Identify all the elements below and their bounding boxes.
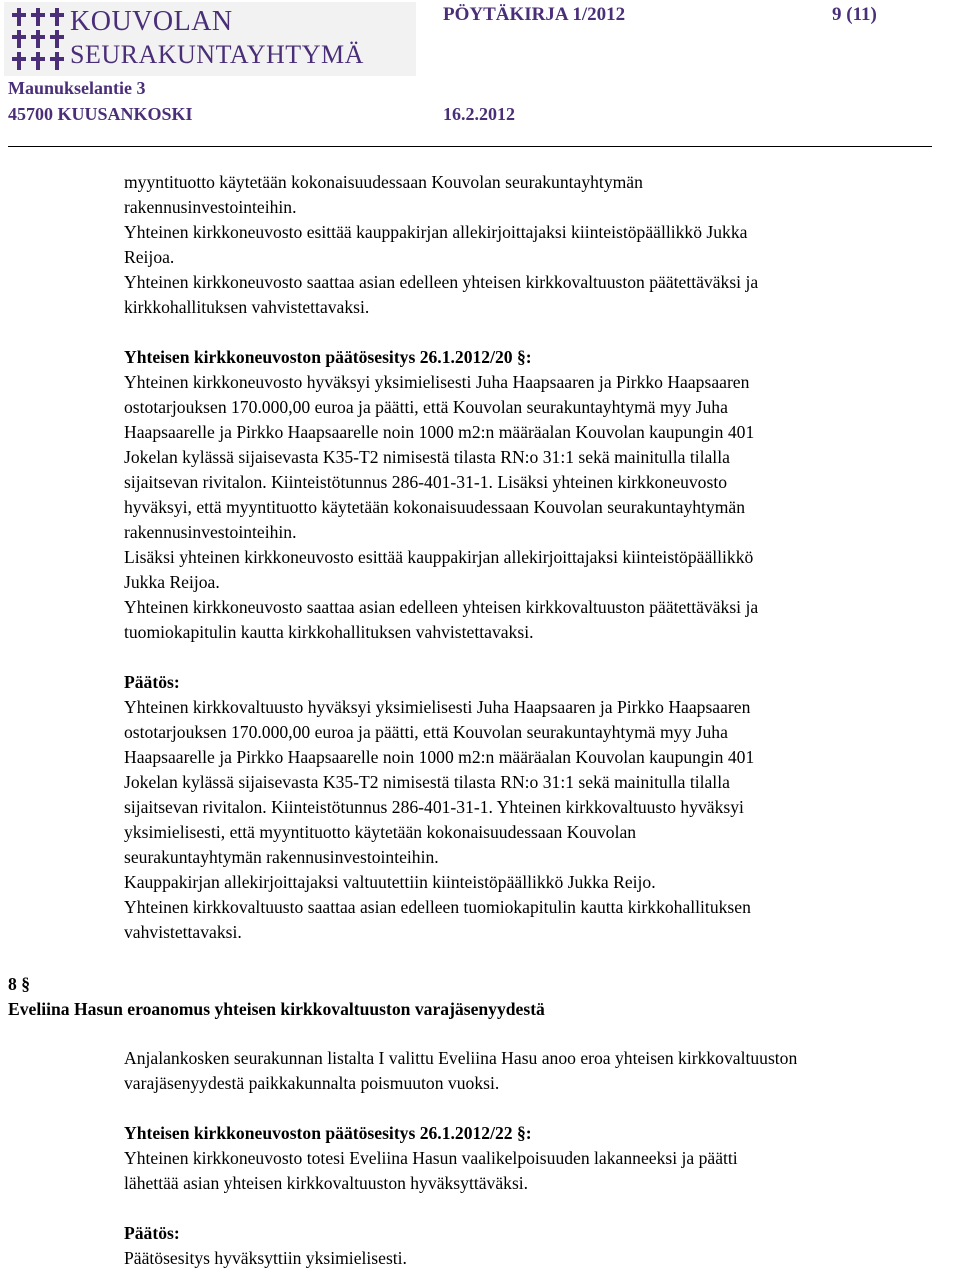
nine-crosses-icon — [10, 6, 66, 72]
text-line: Haapsaarelle ja Pirkko Haapsaarelle noin 1000 m2:n määräalan Kouvolan kaupungin 401 — [124, 422, 755, 442]
logo-text-line2: SEURAKUNTAYHTYMÄ — [70, 40, 364, 69]
text-line: sijaitsevan rivitalon. Kiinteistötunnus 286-401-31-1. Yhteinen kirkkovaltuusto hyväksyi — [124, 797, 744, 817]
text-line: rakennusinvestointeihin. — [124, 522, 297, 542]
text-line: Jokelan kylässä sijaisevasta K35-T2 nimisestä tilasta RN:o 31:1 sekä mainitulla tilalla — [124, 447, 730, 467]
text-line: Kauppakirjan allekirjoittajaksi valtuutettiin kiinteistöpäällikkö Jukka Reijo. — [124, 872, 656, 892]
text-line: Yhteinen kirkkovaltuusto saattaa asian edelleen tuomiokapitulin kautta kirkkohallituksen — [124, 897, 751, 917]
text-line: Yhteinen kirkkoneuvosto saattaa asian edelleen yhteisen kirkkovaltuuston päätettäväksi ja — [124, 597, 759, 617]
text-line: myyntituotto käytetään kokonaisuudessaan Kouvolan seurakuntayhtymän — [124, 172, 643, 192]
header-divider — [8, 146, 932, 147]
text-line: ostotarjouksen 170.000,00 euroa ja päätti, että Kouvolan seurakuntayhtymä myy Juha — [124, 397, 728, 417]
proposal-paragraph — [124, 1146, 960, 1196]
text-line: Lisäksi yhteinen kirkkoneuvosto esittää kauppakirjan allekirjoittajaksi kiinteistöpäällikkö — [124, 547, 754, 567]
section-title: Eveliina Hasun eroanomus yhteisen kirkkovaltuuston varajäsenyydestä — [8, 999, 545, 1019]
text-line: Yhteinen kirkkoneuvosto hyväksyi yksimielisesti Juha Haapsaaren ja Pirkko Haapsaaren — [124, 372, 750, 392]
document-title: PÖYTÄKIRJA 1/2012 — [443, 4, 626, 25]
proposal-paragraph — [124, 370, 960, 645]
proposal-heading: Yhteisen kirkkoneuvoston päätösesitys 26.1.2012/22 §: — [124, 1123, 532, 1143]
decision-heading: Päätös: — [124, 1223, 180, 1243]
document-date: 16.2.2012 — [443, 104, 515, 124]
decision-heading: Päätös: — [124, 672, 180, 692]
decision-text: Päätösesitys hyväksyttiin yksimielisesti. — [124, 1248, 407, 1268]
page-header — [0, 0, 960, 150]
text-line: sijaitsevan rivitalon. Kiinteistötunnus 286-401-31-1. Lisäksi yhteinen kirkkoneuvosto — [124, 472, 727, 492]
text-line: kirkkohallituksen vahvistettavaksi. — [124, 297, 370, 317]
proposal-heading: Yhteisen kirkkoneuvoston päätösesitys 26.1.2012/20 §: — [124, 347, 532, 367]
text-line: hyväksyi, että myyntituotto käytetään kokonaisuudessaan Kouvolan seurakuntayhtymän — [124, 497, 746, 517]
text-line: Yhteinen kirkkoneuvosto esittää kauppakirjan allekirjoittajaksi kiinteistöpäällikkö Jukka — [124, 222, 748, 242]
text-line: rakennusinvestointeihin. — [124, 197, 297, 217]
text-line: Jukka Reijoa. — [124, 572, 220, 592]
text-line: yksimielisesti, että myyntituotto käytetään kokonaisuudessaan Kouvolan — [124, 822, 637, 842]
text-line: tuomiokapitulin kautta kirkkohallituksen vahvistettavaksi. — [124, 622, 534, 642]
text-line: Reijoa. — [124, 247, 175, 267]
address-street: Maunukselantie 3 — [8, 78, 146, 98]
text-line: Yhteinen kirkkoneuvosto totesi Eveliina Hasun vaalikelpoisuuden lakanneeksi ja päätti — [124, 1148, 738, 1168]
text-line: vahvistettavaksi. — [124, 922, 242, 942]
item8-header — [8, 972, 545, 1022]
text-line: varajäsenyydestä paikkakunnalta poismuuton vuoksi. — [124, 1073, 500, 1093]
text-line: Jokelan kylässä sijaisevasta K35-T2 nimisestä tilasta RN:o 31:1 sekä mainitulla tilalla — [124, 772, 730, 792]
item7-continuation — [124, 170, 960, 945]
intro-paragraph — [124, 170, 960, 320]
text-line: seurakuntayhtymän rakennusinvestointeihin. — [124, 847, 439, 867]
address-city: 45700 KUUSANKOSKI — [8, 104, 193, 124]
text-line: lähettää asian yhteisen kirkkovaltuuston hyväksyttäväksi. — [124, 1173, 529, 1193]
intro-paragraph — [124, 1046, 960, 1096]
text-line: Anjalankosken seurakunnan listalta I valittu Eveliina Hasu anoo eroa yhteisen kirkkovaltuuston — [124, 1048, 798, 1068]
text-line: ostotarjouksen 170.000,00 euroa ja päätti, että Kouvolan seurakuntayhtymä myy Juha — [124, 722, 728, 742]
text-line: Yhteinen kirkkoneuvosto saattaa asian edelleen yhteisen kirkkovaltuuston päätettäväksi ja — [124, 272, 759, 292]
decision-paragraph — [124, 695, 960, 945]
item8-body — [124, 1046, 960, 1271]
text-line: Haapsaarelle ja Pirkko Haapsaarelle noin 1000 m2:n määräalan Kouvolan kaupungin 401 — [124, 747, 755, 767]
organization-logo — [4, 2, 416, 76]
logo-text-line1: KOUVOLAN — [70, 6, 233, 37]
page-number: 9 (11) — [832, 4, 877, 25]
section-number: 8 § — [8, 974, 30, 994]
text-line: Yhteinen kirkkovaltuusto hyväksyi yksimielisesti Juha Haapsaaren ja Pirkko Haapsaaren — [124, 697, 751, 717]
